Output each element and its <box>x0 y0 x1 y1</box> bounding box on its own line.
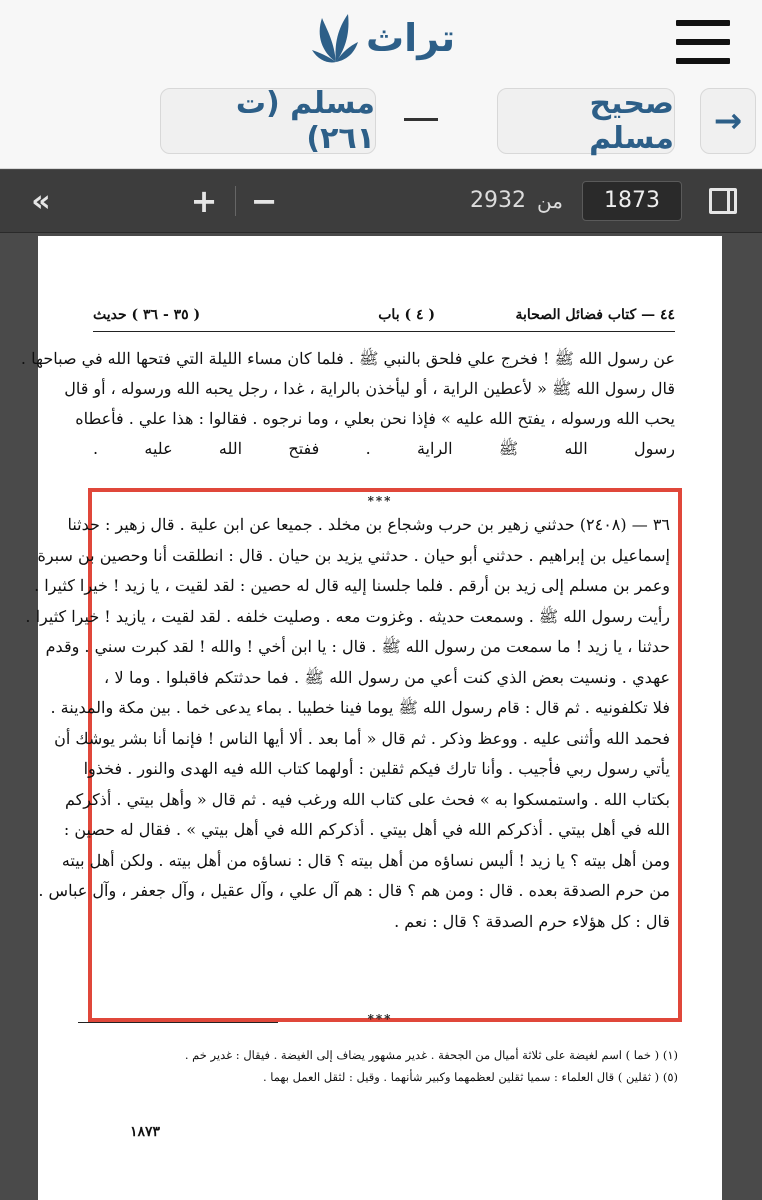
zoom-out-button[interactable]: − <box>250 182 278 220</box>
hadith-line: وعمر بن مسلم إلى زيد بن أرقم . فلما جلسنا إليه قال له حصين : لقد لقيت ، يا زيد ! خيرا كثيرا . <box>34 576 670 595</box>
back-arrow-button[interactable] <box>700 88 756 154</box>
page-number-input[interactable]: 1873 <box>582 181 682 221</box>
page-folio: ١٨٧٣ <box>130 1124 161 1140</box>
hadith-line: قال : كل هؤلاء حرم الصدقة ؟ قال : نعم . <box>394 911 670 931</box>
hadith-line: رأيت رسول الله ﷺ . وسمعت حديثه . وغزوت معه . وصليت خلفه . لقد لقيت ، يازيد ! خيرا كثيرا . <box>25 606 670 626</box>
hadith-line: الله في أهل بيتي . أذكركم الله في أهل بيتي . أذكركم الله في أهل بيتي » . فقال له حصين : <box>63 820 670 839</box>
footnotes <box>98 1044 678 1088</box>
reader-toolbar <box>0 170 762 233</box>
logo-text: تراث <box>366 16 456 60</box>
app-logo[interactable] <box>312 8 455 68</box>
leaf-logo-icon <box>312 12 360 64</box>
hadith-line: يأتي رسول ربي فأجيب . وأنا تارك فيكم ثقلين : أولهما كتاب الله فيه الهدى والنور . فخذوا <box>83 759 670 778</box>
text-line: يحب الله ورسوله ، يفتح الله عليه » فإذا نحن بعلي ، وما نرجوه . فقالوا : هذا علي . فأعطاه <box>75 409 675 428</box>
hadith-line: حدثنا ، يا زيد ! ما سمعت من رسول الله ﷺ . قال : يا ابن أخي ! والله ! لقد كبرت سني . وقدم <box>45 637 670 656</box>
page-of-label: من <box>537 189 563 213</box>
hadith-line: فلا تكلفونيه . ثم قال : قام رسول الله ﷺ يوما فينا خطيبا . بماء يدعى خما . بين مكة والمدينة . <box>50 698 670 717</box>
breadcrumb <box>0 88 762 158</box>
hadith-line: إسماعيل بن إبراهيم . حدثني أبو حيان . حدثني يزيد بن حيان . قال : انطلقت أنا وحصين بن سبرة <box>37 545 670 565</box>
text-line: عن رسول الله ﷺ ! فخرج علي فلحق بالنبي ﷺ . فلما كان مساء الليلة التي فتحها الله في صباحها . <box>20 349 675 368</box>
page-text <box>20 344 675 464</box>
footnote: (٥) ( ثقلين ) قال العلماء : سميا ثقلين لعظمهما وكبير شأنهما . وقيل : لثقل العمل بهما . <box>262 1070 678 1084</box>
breadcrumb-separator <box>404 118 438 121</box>
toolbar-divider <box>235 186 236 216</box>
arrow-right-icon: → <box>713 101 743 141</box>
text-line: قال رسول الله ﷺ « لأعطين الراية ، أو ليأخذن بالراية ، غدا ، رجل يحبه الله ورسوله ، أو قال <box>64 379 675 398</box>
app-header <box>0 0 762 169</box>
sidebar-toggle-button[interactable] <box>703 170 743 232</box>
hadith-line: فحمد الله وأثنى عليه . ووعظ وذكر . ثم قال « أما بعد . ألا أيها الناس ! فإنما أنا بشر يوشك أن <box>54 728 670 748</box>
author-button[interactable]: مسلم (ت ٢٦١) <box>160 88 376 154</box>
zoom-in-button[interactable]: + <box>190 182 218 220</box>
hadith-line: بكتاب الله . واستمسكوا به » فحث على كتاب الله ورغب فيه . ثم قال « وأهل بيتي . أذكركم <box>65 789 670 809</box>
collapse-double-chevron-icon[interactable]: « <box>31 183 45 219</box>
running-head-bab: ( ٤ ) باب <box>378 307 435 323</box>
book-title-button[interactable]: صحيح مسلم <box>497 88 675 154</box>
total-pages: 2932 <box>470 188 526 213</box>
text-line: رسول الله ﷺ الراية . ففتح الله عليه . <box>93 439 675 458</box>
sidebar-icon <box>709 188 737 214</box>
footnote-rule <box>78 1022 278 1023</box>
running-head <box>93 301 675 332</box>
hamburger-icon[interactable] <box>676 20 730 64</box>
running-head-book: ٤٤ — كتاب فضائل الصحابة <box>515 307 675 323</box>
book-page <box>20 236 722 1200</box>
footnote: (١) ( خما ) اسم لغيضة على ثلاثة أميال من الجحفة . غدير مشهور يضاف إلى الغيضة . فيقال : غدير خم . <box>184 1048 678 1062</box>
section-divider-stars: *** <box>367 494 393 508</box>
hadith-line: عهدي . ونسيت بعض الذي كنت أعي من رسول الله ﷺ . فما حدثتكم فاقبلوا . وما لا ، <box>104 667 671 687</box>
section-divider-stars: *** <box>367 1012 393 1026</box>
hadith-line: ومن أهل بيته ؟ يا زيد ! أليس نساؤه من أهل بيته ؟ قال : نساؤه من أهل بيته . ولكن أهل بيته <box>61 850 670 870</box>
running-head-hadith: ( ٣٥ - ٣٦ ) حديث <box>93 307 201 323</box>
hadith-text <box>25 510 671 937</box>
hadith-line: من حرم الصدقة بعده . قال : ومن هم ؟ قال : هم آل علي ، وآل عقيل ، وآل جعفر ، وآل عباس . <box>38 881 670 900</box>
hadith-line: ٣٦ — (٢٤٠٨) حدثني زهير بن حرب وشجاع بن مخلد . جميعا عن ابن علية . قال زهير : حدثنا <box>67 515 670 534</box>
